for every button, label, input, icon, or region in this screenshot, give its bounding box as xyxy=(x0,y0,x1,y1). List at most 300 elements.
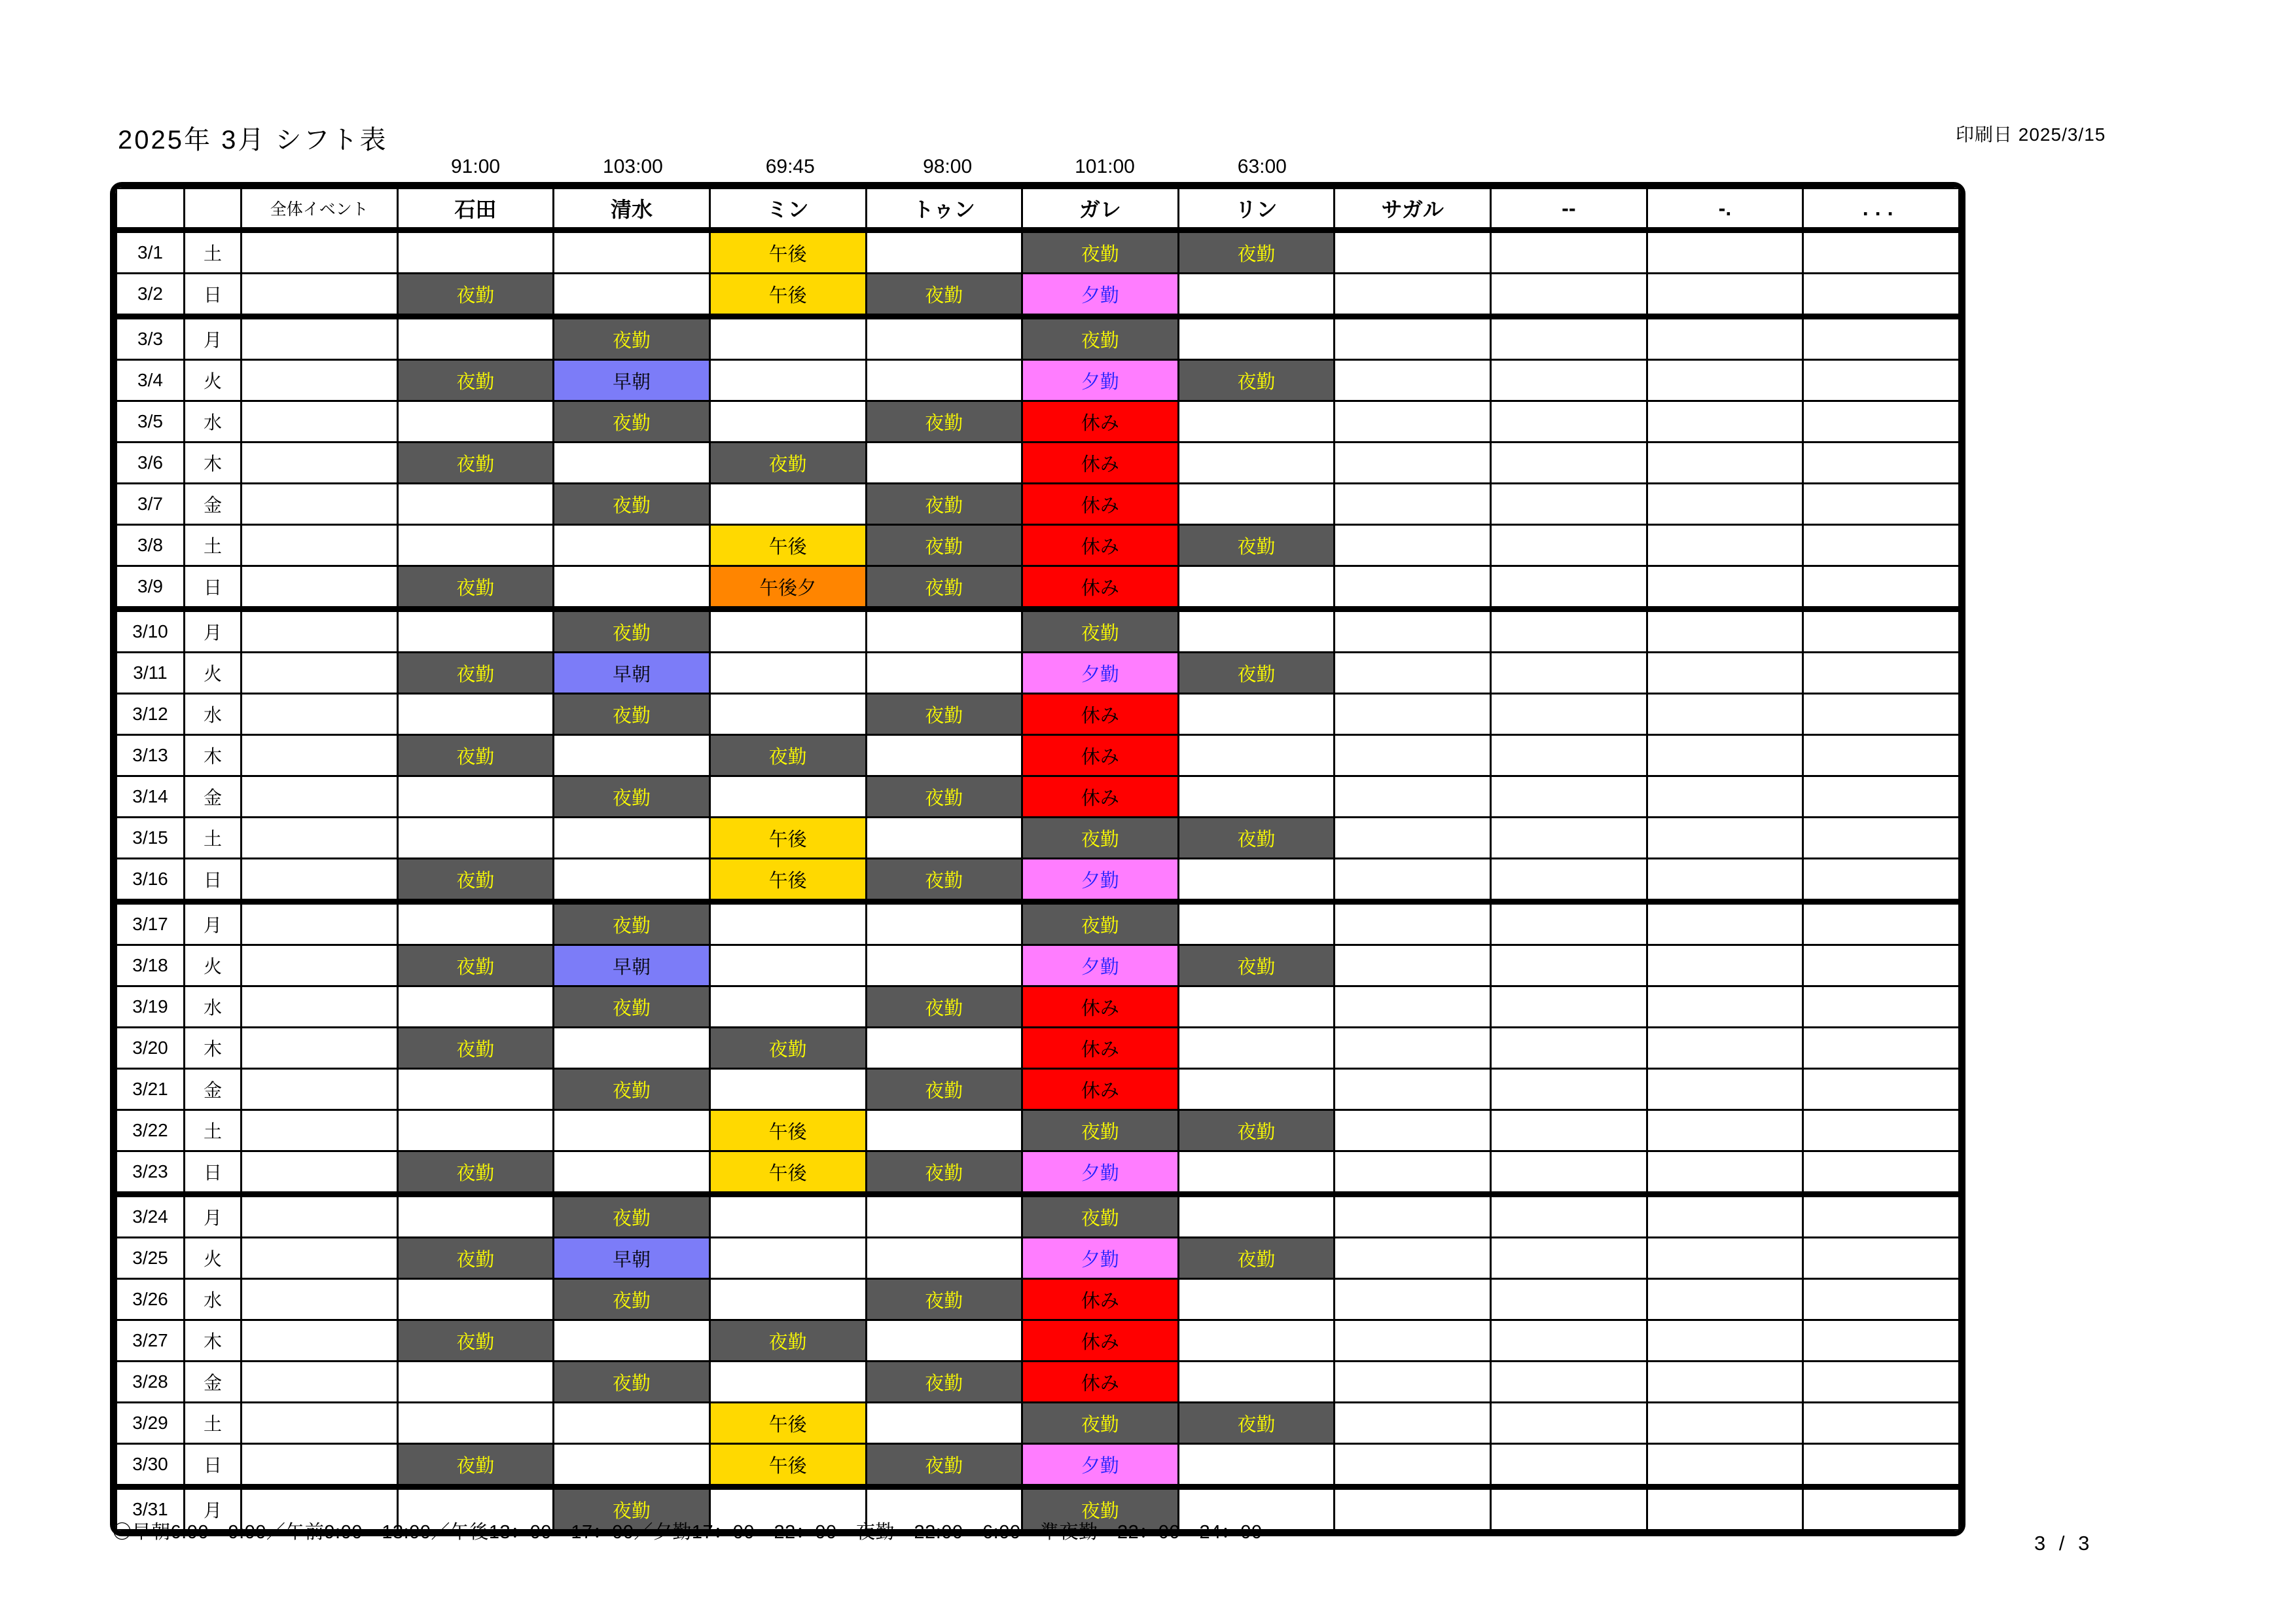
event-cell xyxy=(242,735,398,776)
shift-cell: 夜勤 xyxy=(397,1151,554,1195)
shift-cell xyxy=(1335,1151,1491,1195)
shift-cell: 休み xyxy=(1022,1279,1179,1320)
shift-cell xyxy=(1803,1444,1960,1487)
shift-cell xyxy=(1803,653,1960,694)
shift-cell xyxy=(397,1069,554,1110)
shift-cell xyxy=(866,1110,1022,1151)
shift-cell xyxy=(1803,401,1960,442)
shift-cell xyxy=(1335,230,1491,274)
day-cell: 金 xyxy=(185,1362,242,1403)
shift-cell xyxy=(397,484,554,525)
shift-cell: 夜勤 xyxy=(1178,1238,1335,1279)
shift-cell xyxy=(1803,859,1960,902)
hour-total xyxy=(1498,153,1655,181)
print-date: 印刷日 2025/3/15 xyxy=(1956,124,2106,145)
shift-cell xyxy=(1803,1069,1960,1110)
shift-cell xyxy=(1178,317,1335,360)
day-cell: 水 xyxy=(185,986,242,1028)
shift-table xyxy=(115,187,1960,1531)
shift-cell xyxy=(397,694,554,735)
day-cell: 火 xyxy=(185,360,242,401)
shift-cell xyxy=(866,818,1022,859)
shift-cell xyxy=(709,609,866,653)
table-row xyxy=(117,609,1960,653)
shift-cell xyxy=(1491,1195,1647,1238)
shift-cell xyxy=(866,230,1022,274)
shift-cell xyxy=(1491,902,1647,945)
shift-cell xyxy=(1178,442,1335,484)
shift-cell: 夜勤 xyxy=(1178,230,1335,274)
shift-cell xyxy=(1335,1069,1491,1110)
date-cell: 3/25 xyxy=(117,1238,185,1279)
shift-cell xyxy=(1803,1487,1960,1530)
hour-total xyxy=(1813,153,1970,181)
shift-cell xyxy=(1647,1487,1803,1530)
shift-cell xyxy=(554,859,710,902)
day-cell: 日 xyxy=(185,274,242,317)
shift-cell xyxy=(1803,735,1960,776)
shift-cell: 夜勤 xyxy=(554,484,710,525)
shift-cell xyxy=(1178,1195,1335,1238)
shift-cell: 休み xyxy=(1022,776,1179,818)
shift-cell: 休み xyxy=(1022,525,1179,566)
shift-cell xyxy=(1335,986,1491,1028)
shift-cell xyxy=(1803,609,1960,653)
date-cell: 3/3 xyxy=(117,317,185,360)
shift-cell: 夜勤 xyxy=(1022,1110,1179,1151)
shift-cell xyxy=(709,945,866,986)
hour-total: 69:45 xyxy=(765,156,815,177)
shift-cell: 夜勤 xyxy=(1022,818,1179,859)
event-cell xyxy=(242,1362,398,1403)
shift-cell: 休み xyxy=(1022,401,1179,442)
shift-cell: 夜勤 xyxy=(709,735,866,776)
shift-cell xyxy=(1491,818,1647,859)
shift-cell: 夜勤 xyxy=(866,525,1022,566)
shift-cell xyxy=(554,735,710,776)
shift-cell xyxy=(1803,1279,1960,1320)
date-cell: 3/2 xyxy=(117,274,185,317)
shift-cell xyxy=(1491,566,1647,609)
hour-total: 63:00 xyxy=(1237,156,1287,177)
shift-cell xyxy=(1491,694,1647,735)
table-row xyxy=(117,360,1960,401)
date-cell: 3/6 xyxy=(117,442,185,484)
date-cell: 3/12 xyxy=(117,694,185,735)
shift-cell xyxy=(397,986,554,1028)
shift-cell xyxy=(1178,274,1335,317)
shift-cell xyxy=(1335,484,1491,525)
shift-cell: 夜勤 xyxy=(1022,1403,1179,1444)
shift-cell xyxy=(1647,818,1803,859)
hours-spacer-event xyxy=(240,153,397,181)
day-cell: 日 xyxy=(185,566,242,609)
shift-cell xyxy=(1178,1151,1335,1195)
day-cell: 土 xyxy=(185,818,242,859)
shift-cell xyxy=(1803,694,1960,735)
date-cell: 3/20 xyxy=(117,1028,185,1069)
shift-cell: 早朝 xyxy=(554,653,710,694)
shift-cell xyxy=(1647,859,1803,902)
shift-cell: 夜勤 xyxy=(1178,1110,1335,1151)
shift-cell: 午後 xyxy=(709,818,866,859)
shift-cell: 休み xyxy=(1022,1320,1179,1362)
shift-cell xyxy=(709,360,866,401)
shift-cell xyxy=(1803,525,1960,566)
shift-cell xyxy=(397,1403,554,1444)
date-cell: 3/23 xyxy=(117,1151,185,1195)
staff-name-header: ... xyxy=(1803,189,1960,230)
shift-cell: 休み xyxy=(1022,566,1179,609)
event-cell xyxy=(242,945,398,986)
shift-cell xyxy=(1647,1403,1803,1444)
shift-cell: 夜勤 xyxy=(397,859,554,902)
hour-total: 103:00 xyxy=(603,156,663,177)
shift-cell: 夕勤 xyxy=(1022,859,1179,902)
shift-cell xyxy=(1178,1028,1335,1069)
shift-cell: 夜勤 xyxy=(866,484,1022,525)
table-row xyxy=(117,1320,1960,1362)
shift-cell xyxy=(554,566,710,609)
shift-cell: 午後夕 xyxy=(709,566,866,609)
day-cell: 火 xyxy=(185,653,242,694)
event-column-header: 全体イベント xyxy=(242,189,398,230)
shift-cell xyxy=(1647,776,1803,818)
shift-cell xyxy=(1178,902,1335,945)
shift-cell xyxy=(1647,274,1803,317)
shift-cell xyxy=(866,360,1022,401)
shift-cell xyxy=(866,609,1022,653)
shift-cell xyxy=(1647,945,1803,986)
shift-cell xyxy=(1335,566,1491,609)
shift-cell xyxy=(1803,1110,1960,1151)
shift-cell xyxy=(1803,902,1960,945)
shift-cell xyxy=(1178,776,1335,818)
event-cell xyxy=(242,818,398,859)
table-row xyxy=(117,274,1960,317)
shift-cell: 夜勤 xyxy=(397,735,554,776)
shift-cell xyxy=(1178,484,1335,525)
shift-cell: 夜勤 xyxy=(1022,317,1179,360)
shift-cell xyxy=(554,1444,710,1487)
shift-cell: 夜勤 xyxy=(866,1444,1022,1487)
shift-cell xyxy=(1647,317,1803,360)
staff-name-header: ミン xyxy=(709,189,866,230)
staff-name-header: 石田 xyxy=(397,189,554,230)
shift-cell xyxy=(397,525,554,566)
staff-name-header: ガレ xyxy=(1022,189,1179,230)
shift-cell: 夜勤 xyxy=(709,1028,866,1069)
shift-cell xyxy=(1647,902,1803,945)
shift-cell xyxy=(1491,1487,1647,1530)
shift-cell: 夜勤 xyxy=(554,1195,710,1238)
hour-total: 101:00 xyxy=(1075,156,1135,177)
shift-cell xyxy=(554,230,710,274)
day-header-blank xyxy=(185,189,242,230)
date-cell: 3/7 xyxy=(117,484,185,525)
event-cell xyxy=(242,525,398,566)
date-cell: 3/16 xyxy=(117,859,185,902)
shift-cell: 夜勤 xyxy=(709,442,866,484)
shift-cell xyxy=(1335,1195,1491,1238)
table-row xyxy=(117,1028,1960,1069)
staff-name-header: 清水 xyxy=(554,189,710,230)
shift-cell: 夜勤 xyxy=(554,1362,710,1403)
shift-cell xyxy=(709,1362,866,1403)
shift-cell xyxy=(397,1362,554,1403)
event-cell xyxy=(242,484,398,525)
shift-cell: 夜勤 xyxy=(866,859,1022,902)
shift-cell xyxy=(1491,525,1647,566)
shift-cell xyxy=(1178,566,1335,609)
shift-cell: 午後 xyxy=(709,525,866,566)
shift-cell: 夜勤 xyxy=(1022,1487,1179,1530)
shift-cell xyxy=(1178,1444,1335,1487)
shift-cell xyxy=(866,1320,1022,1362)
shift-cell xyxy=(1803,484,1960,525)
day-cell: 火 xyxy=(185,945,242,986)
shift-cell xyxy=(1647,986,1803,1028)
shift-cell xyxy=(1178,694,1335,735)
shift-cell xyxy=(1647,1444,1803,1487)
shift-cell: 夜勤 xyxy=(554,401,710,442)
shift-cell xyxy=(554,525,710,566)
shift-cell xyxy=(866,735,1022,776)
shift-cell xyxy=(709,986,866,1028)
shift-cell xyxy=(1803,986,1960,1028)
day-cell: 木 xyxy=(185,735,242,776)
shift-cell xyxy=(709,484,866,525)
date-cell: 3/31 xyxy=(117,1487,185,1530)
hours-totals-row xyxy=(115,153,1970,181)
shift-cell xyxy=(1491,776,1647,818)
event-cell xyxy=(242,1151,398,1195)
shift-cell: 夜勤 xyxy=(1022,902,1179,945)
shift-cell: 午後 xyxy=(709,859,866,902)
shift-cell xyxy=(1335,902,1491,945)
header-row xyxy=(117,189,1960,230)
shift-cell xyxy=(1335,1028,1491,1069)
shift-cell: 夜勤 xyxy=(866,694,1022,735)
shift-cell xyxy=(866,1028,1022,1069)
event-cell xyxy=(242,694,398,735)
shift-cell: 夕勤 xyxy=(1022,1444,1179,1487)
event-cell xyxy=(242,1110,398,1151)
table-row xyxy=(117,230,1960,274)
date-cell: 3/21 xyxy=(117,1069,185,1110)
day-cell: 木 xyxy=(185,1028,242,1069)
date-cell: 3/30 xyxy=(117,1444,185,1487)
shift-cell xyxy=(554,1151,710,1195)
shift-cell xyxy=(1491,1320,1647,1362)
shift-cell xyxy=(1647,1279,1803,1320)
shift-cell xyxy=(1491,274,1647,317)
shift-cell: 午後 xyxy=(709,1110,866,1151)
shift-cell xyxy=(1335,274,1491,317)
shift-cell xyxy=(397,1110,554,1151)
shift-cell: 休み xyxy=(1022,1069,1179,1110)
table-row xyxy=(117,653,1960,694)
shift-cell xyxy=(1491,360,1647,401)
shift-cell xyxy=(1335,945,1491,986)
shift-cell xyxy=(1803,442,1960,484)
shift-cell xyxy=(1178,1320,1335,1362)
hour-total: 98:00 xyxy=(923,156,973,177)
table-row xyxy=(117,945,1960,986)
shift-cell: 夜勤 xyxy=(1178,653,1335,694)
shift-cell xyxy=(1335,1487,1491,1530)
event-cell xyxy=(242,442,398,484)
shift-table-frame xyxy=(110,182,1965,1536)
shift-cell xyxy=(1647,653,1803,694)
shift-cell xyxy=(1178,986,1335,1028)
event-cell xyxy=(242,1028,398,1069)
shift-cell xyxy=(1647,1110,1803,1151)
shift-cell: 休み xyxy=(1022,694,1179,735)
shift-cell: 夜勤 xyxy=(554,1279,710,1320)
shift-cell: 夜勤 xyxy=(1178,1403,1335,1444)
date-cell: 3/17 xyxy=(117,902,185,945)
date-cell: 3/26 xyxy=(117,1279,185,1320)
event-cell xyxy=(242,1238,398,1279)
date-cell: 3/22 xyxy=(117,1110,185,1151)
shift-cell xyxy=(1491,735,1647,776)
shift-cell xyxy=(709,1238,866,1279)
shift-cell xyxy=(1803,360,1960,401)
shift-cell xyxy=(1335,1362,1491,1403)
hour-total xyxy=(1655,153,1812,181)
event-cell xyxy=(242,859,398,902)
date-cell: 3/27 xyxy=(117,1320,185,1362)
day-cell: 土 xyxy=(185,230,242,274)
shift-cell xyxy=(1335,609,1491,653)
table-row xyxy=(117,401,1960,442)
shift-cell xyxy=(709,317,866,360)
shift-cell: 早朝 xyxy=(554,1238,710,1279)
date-cell: 3/19 xyxy=(117,986,185,1028)
shift-cell xyxy=(1335,1444,1491,1487)
shift-cell xyxy=(1335,1279,1491,1320)
date-cell: 3/8 xyxy=(117,525,185,566)
shift-cell xyxy=(1491,484,1647,525)
shift-cell: 夜勤 xyxy=(866,401,1022,442)
event-cell xyxy=(242,1069,398,1110)
shift-cell xyxy=(1647,360,1803,401)
shift-cell xyxy=(1335,859,1491,902)
day-cell: 土 xyxy=(185,1403,242,1444)
table-row xyxy=(117,859,1960,902)
staff-name-header: -. xyxy=(1647,189,1803,230)
shift-cell: 夜勤 xyxy=(397,1238,554,1279)
shift-cell xyxy=(1647,484,1803,525)
shift-cell xyxy=(1647,1238,1803,1279)
hour-total xyxy=(1341,153,1498,181)
shift-cell: 夜勤 xyxy=(1022,1195,1179,1238)
date-cell: 3/18 xyxy=(117,945,185,986)
shift-cell: 夜勤 xyxy=(397,442,554,484)
shift-cell xyxy=(866,945,1022,986)
date-cell: 3/29 xyxy=(117,1403,185,1444)
shift-cell: 夜勤 xyxy=(554,317,710,360)
shift-cell: 夜勤 xyxy=(554,1487,710,1530)
shift-cell xyxy=(397,317,554,360)
shift-cell xyxy=(554,1028,710,1069)
shift-cell xyxy=(1491,1028,1647,1069)
event-cell xyxy=(242,317,398,360)
shift-cell: 夜勤 xyxy=(866,776,1022,818)
shift-cell xyxy=(1335,735,1491,776)
shift-cell xyxy=(397,1195,554,1238)
shift-cell xyxy=(1803,1195,1960,1238)
shift-cell xyxy=(554,818,710,859)
shift-cell: 休み xyxy=(1022,484,1179,525)
shift-cell: 夕勤 xyxy=(1022,1238,1179,1279)
shift-cell: 夕勤 xyxy=(1022,274,1179,317)
shift-cell xyxy=(709,776,866,818)
table-row xyxy=(117,1195,1960,1238)
shift-cell xyxy=(397,1279,554,1320)
shift-cell: 夜勤 xyxy=(866,1362,1022,1403)
shift-legend-footnote: 〇早朝6:00～9:00／午前9:00～13:00／午後13：00～17：00／夕勤17：00～22：00 夜勤 22:00～6:00 準夜勤 22：00～24：00 xyxy=(113,1522,1263,1543)
shift-cell xyxy=(397,230,554,274)
day-cell: 金 xyxy=(185,1069,242,1110)
day-cell: 木 xyxy=(185,1320,242,1362)
shift-cell xyxy=(709,1279,866,1320)
shift-cell xyxy=(397,818,554,859)
shift-cell xyxy=(866,317,1022,360)
day-cell: 日 xyxy=(185,1151,242,1195)
table-row xyxy=(117,902,1960,945)
table-row xyxy=(117,566,1960,609)
day-cell: 月 xyxy=(185,902,242,945)
table-row xyxy=(117,1279,1960,1320)
event-cell xyxy=(242,360,398,401)
table-row xyxy=(117,694,1960,735)
shift-cell: 夜勤 xyxy=(1178,360,1335,401)
shift-cell xyxy=(709,902,866,945)
shift-cell xyxy=(1647,566,1803,609)
day-cell: 水 xyxy=(185,1279,242,1320)
shift-cell xyxy=(709,653,866,694)
shift-cell: 夕勤 xyxy=(1022,1151,1179,1195)
shift-cell: 夜勤 xyxy=(397,274,554,317)
shift-cell: 午後 xyxy=(709,1403,866,1444)
shift-cell: 休み xyxy=(1022,442,1179,484)
shift-cell xyxy=(866,653,1022,694)
event-cell xyxy=(242,986,398,1028)
shift-cell xyxy=(1335,1320,1491,1362)
shift-cell: 夜勤 xyxy=(554,1069,710,1110)
table-row xyxy=(117,1403,1960,1444)
shift-cell xyxy=(397,401,554,442)
shift-cell xyxy=(1647,694,1803,735)
shift-cell xyxy=(1803,566,1960,609)
shift-cell: 夜勤 xyxy=(1178,818,1335,859)
shift-cell xyxy=(554,442,710,484)
shift-cell xyxy=(1647,401,1803,442)
shift-cell xyxy=(1335,818,1491,859)
shift-cell: 夜勤 xyxy=(1178,945,1335,986)
shift-cell: 夜勤 xyxy=(866,274,1022,317)
page-title: 2025年 3月 シフト表 xyxy=(118,126,388,154)
shift-cell xyxy=(709,694,866,735)
event-cell xyxy=(242,1444,398,1487)
shift-cell xyxy=(1803,776,1960,818)
shift-cell xyxy=(1803,1403,1960,1444)
shift-cell xyxy=(554,274,710,317)
shift-cell xyxy=(1491,1151,1647,1195)
table-row xyxy=(117,735,1960,776)
